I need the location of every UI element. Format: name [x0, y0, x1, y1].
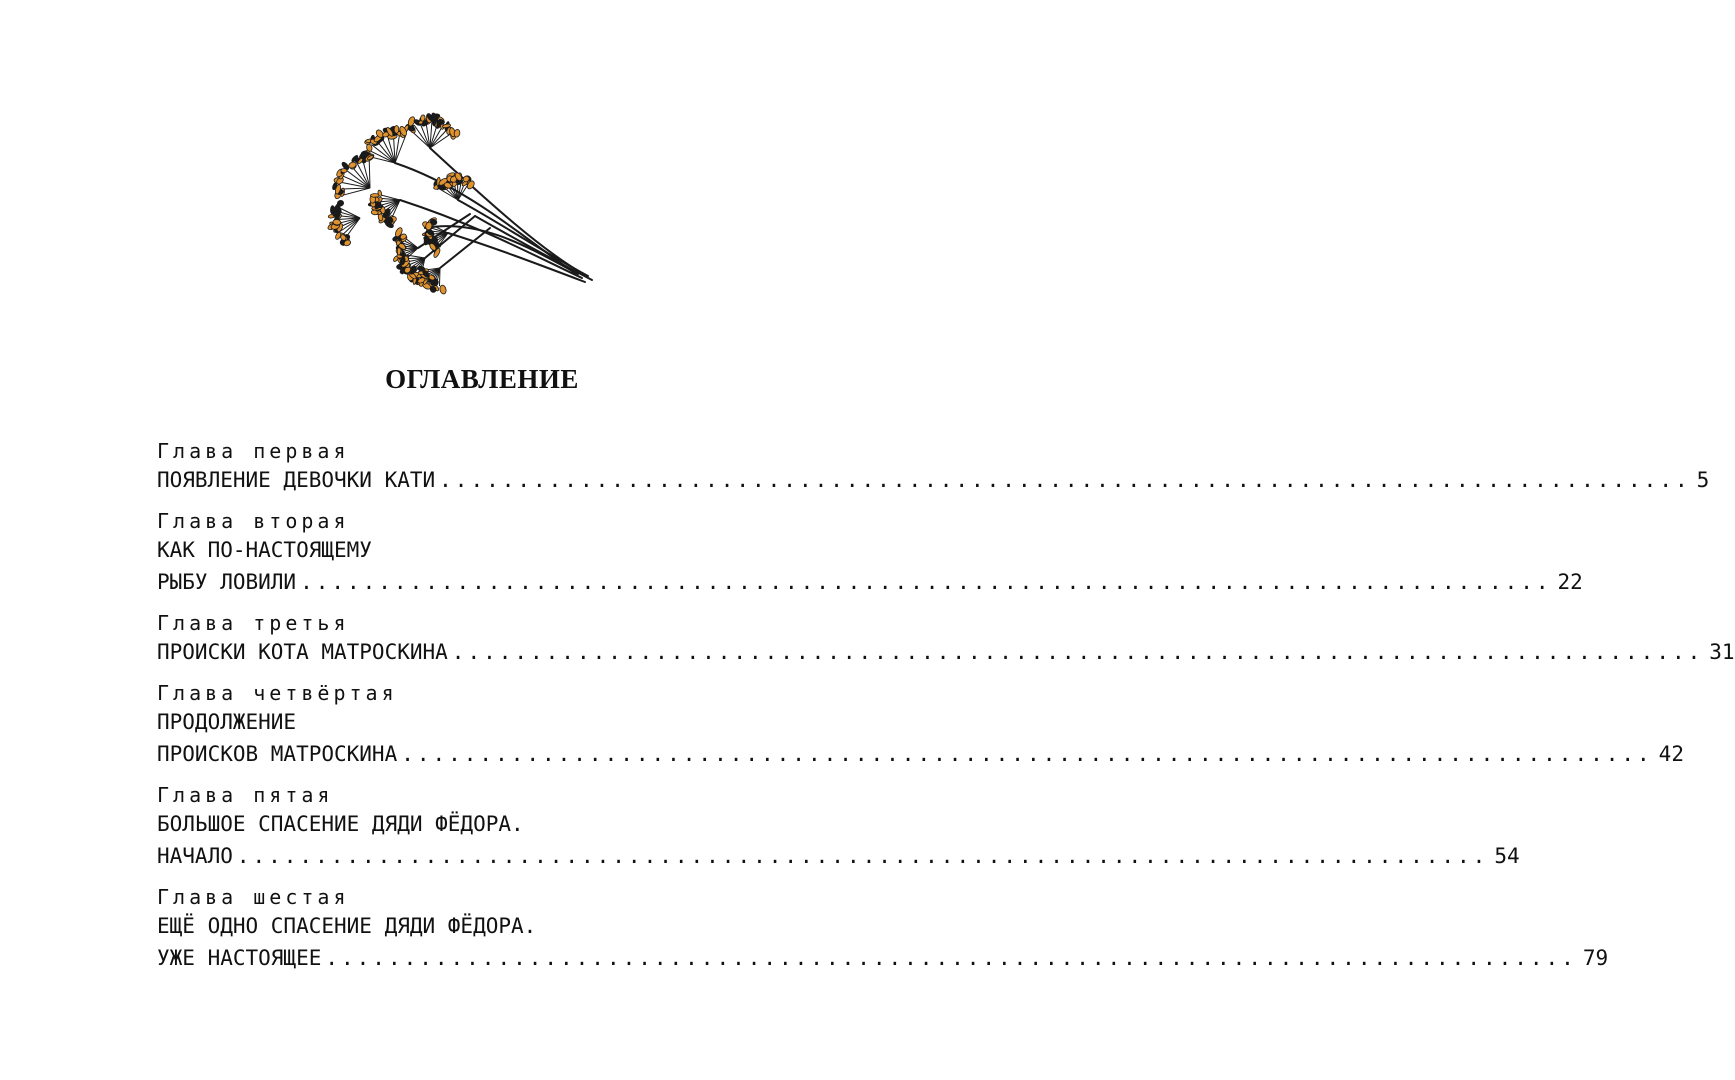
- table-of-contents: [157, 436, 1735, 984]
- chapter-title-text: БОЛЬШОЕ СПАСЕНИЕ ДЯДИ ФЁДОРА.: [157, 812, 524, 836]
- chapter-title-line: [157, 464, 1710, 496]
- chapter-title-line: [157, 534, 775, 566]
- dot-leader: ................................................................................: [325, 946, 1577, 970]
- toc-entry: [157, 678, 1684, 770]
- chapter-label: Глава вторая: [157, 509, 350, 533]
- page-number: 31: [1709, 640, 1735, 664]
- chapter-title-text: ПРОИСКОВ МАТРОСКИНА: [157, 742, 398, 766]
- page-number: 79: [1582, 946, 1609, 970]
- page-number: 22: [1557, 570, 1583, 594]
- chapter-title-text: ПРОДОЛЖЕНИЕ: [157, 710, 297, 734]
- chapter-title-line: [157, 808, 775, 840]
- chapter-title-text: НАЧАЛО: [157, 844, 233, 868]
- dot-leader: ................................................................................: [451, 640, 1704, 664]
- dot-leader: ................................................................................: [401, 742, 1653, 766]
- page-number: 5: [1696, 468, 1710, 492]
- chapter-title-text: ПОЯВЛЕНИЕ ДЕВОЧКИ КАТИ: [157, 468, 436, 492]
- dot-leader: ................................................................................: [236, 844, 1489, 868]
- chapter-title-line: [157, 636, 1735, 668]
- chapter-title-line: [157, 910, 775, 942]
- chapter-label: Глава первая: [157, 439, 350, 463]
- toc-entry: [157, 506, 1583, 598]
- chapter-label: Глава третья: [157, 611, 350, 635]
- page-title: ОГЛАВЛЕНИЕ: [385, 364, 579, 394]
- dot-leader: ................................................................................: [300, 570, 1552, 594]
- toc-entry: [157, 436, 1710, 496]
- chapter-title-text: УЖЕ НАСТОЯЩЕЕ: [157, 946, 322, 970]
- chapter-label: Глава четвёртая: [157, 681, 398, 705]
- chapter-title-line: [157, 706, 775, 738]
- toc-entry: [157, 780, 1520, 872]
- page-number: 54: [1494, 844, 1520, 868]
- chapter-title-line: [157, 840, 1520, 872]
- toc-entry: [157, 882, 1609, 974]
- chapter-label: Глава пятая: [157, 783, 334, 807]
- dot-leader: ................................................................................: [439, 468, 1691, 492]
- chapter-title-text: ЕЩЁ ОДНО СПАСЕНИЕ ДЯДИ ФЁДОРА.: [157, 914, 537, 938]
- chapter-label: Глава шестая: [157, 885, 350, 909]
- dill-bouquet-icon: [330, 108, 595, 288]
- chapter-title-text: КАК ПО-НАСТОЯЩЕМУ: [157, 538, 372, 562]
- page-number: 42: [1658, 742, 1684, 766]
- chapter-title-line: [157, 942, 1609, 974]
- chapter-title-text: ПРОИСКИ КОТА МАТРОСКИНА: [157, 640, 448, 664]
- toc-entry: [157, 608, 1735, 668]
- chapter-title-text: РЫБУ ЛОВИЛИ: [157, 570, 297, 594]
- chapter-title-line: [157, 566, 1583, 598]
- chapter-title-line: [157, 738, 1684, 770]
